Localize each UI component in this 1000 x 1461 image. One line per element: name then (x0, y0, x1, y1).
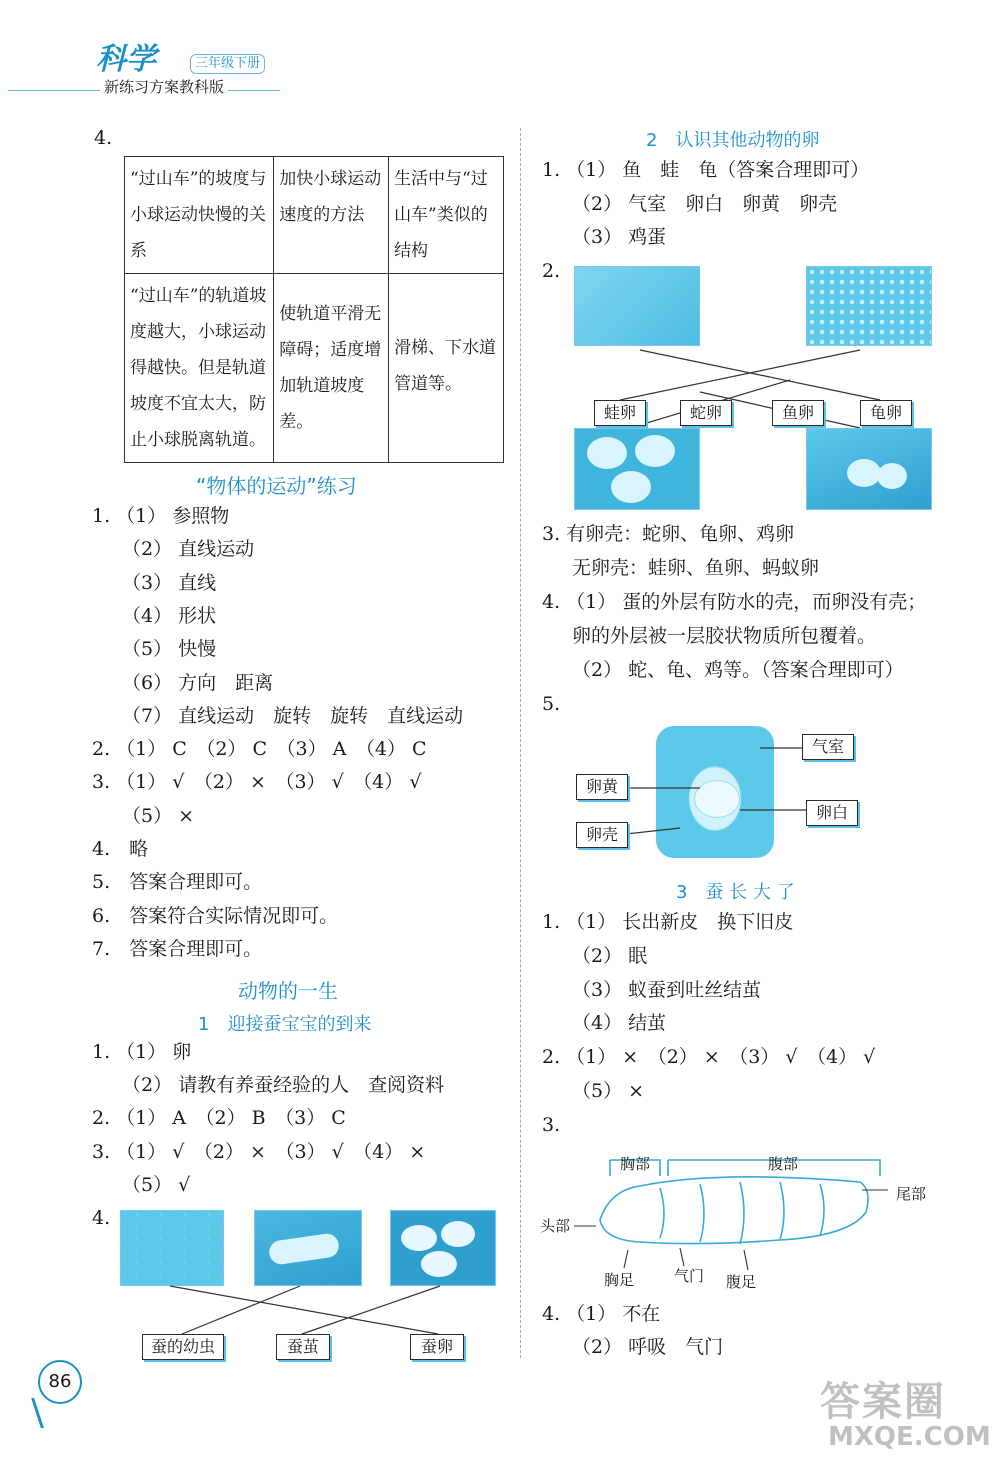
answer-line: （3） 蚁蚕到吐丝结茧 (572, 978, 762, 1001)
answer-line: 1. （1） 卵 (92, 1041, 192, 1063)
answer-line: （2） 呼吸 气门 (572, 1336, 724, 1358)
table-header-cell: 加快小球运动速度的方法 (274, 157, 389, 274)
answer-line: 3. （1） √ （2） × （3） √ （4） √ (92, 771, 422, 794)
answer-line: （5） × (122, 804, 195, 827)
label-egg-white: 卵白 (806, 800, 858, 826)
table-cell: “过山车”的轨道坡度越大，小球运动得越快。但是轨道坡度不宜太大，防止小球脱离轨道。 (125, 274, 274, 463)
table-cell: 使轨道平滑无障碍；适度增加轨道坡度差。 (274, 274, 389, 463)
label-silkworm-larva: 蚕的幼虫 (142, 1334, 224, 1360)
lesson2-title: 2 认识其他动物的卵 (646, 130, 820, 151)
label-snake-egg: 蛇卵 (680, 400, 732, 426)
answer-line: （3） 鸡蛋 (572, 226, 667, 248)
label-silkworm-egg: 蚕卵 (410, 1334, 464, 1360)
table-cell: 滑梯、下水道管道等。 (389, 274, 504, 463)
answer-line: 无卵壳：蛙卵、鱼卵、蚂蚁卵 (572, 557, 820, 579)
answer-line: 2. （1） × （2） × （3） √ （4） √ (542, 1046, 876, 1069)
header-logo: 科学 (96, 42, 156, 77)
left-q4-number: 4. (94, 127, 113, 149)
label-abdomen-feet: 腹足 (726, 1273, 757, 1291)
answer-line: 4. （1） 不在 (542, 1303, 661, 1325)
answer-line: （2） 请教有养蚕经验的人 查阅资料 (122, 1074, 445, 1097)
header-series: 新练习方案教科版 (100, 78, 228, 96)
answer-line: （3） 直线 (122, 571, 217, 594)
answer-line: 4. （1） 蛋的外层有防水的壳，而卵没有壳； (542, 591, 927, 613)
label-cocoon: 蚕茧 (276, 1334, 330, 1360)
lesson1-title: 1 迎接蚕宝宝的到来 (198, 1014, 372, 1035)
table-header-cell: 生活中与“过山车”类似的结构 (389, 157, 504, 274)
lesson3-title: 3 蚕 长 大 了 (676, 882, 795, 903)
label-tail: 尾部 (896, 1185, 927, 1203)
practice-title: “物体的运动”练习 (196, 474, 357, 498)
label-abdomen: 腹部 (768, 1155, 799, 1173)
answer-line: 卵的外层被一层胶状物质所包覆着。 (572, 625, 877, 647)
answer-line: 3. (542, 1113, 561, 1136)
answer-line: 2. (542, 259, 561, 282)
answer-line: （6） 方向 距离 (122, 671, 274, 694)
label-air-cell: 气室 (802, 734, 854, 760)
table-header-cell: “过山车”的坡度与小球运动快慢的关系 (125, 157, 274, 274)
answer-line: 3. 有卵壳：蛇卵、龟卵、鸡卵 (542, 523, 795, 545)
answer-line: 1. （1） 长出新皮 换下旧皮 (542, 911, 794, 933)
answer-line: （2） 眠 (572, 944, 648, 967)
watermark-url: MXQE.COM (828, 1422, 991, 1452)
label-head: 头部 (540, 1217, 571, 1235)
answer-line: 3. （1） √ （2） × （3） √ （4） × (92, 1140, 426, 1163)
answer-line: （4） 结茧 (572, 1012, 667, 1035)
label-frog-egg: 蛙卵 (594, 400, 646, 426)
answer-line: （4） 形状 (122, 604, 217, 627)
header-grade: 三年级下册 (190, 54, 265, 74)
answer-line: （5） √ (122, 1173, 191, 1196)
label-fish-egg: 鱼卵 (772, 400, 824, 426)
answer-line: 6. 答案符合实际情况即可。 (92, 904, 339, 927)
label-yolk: 卵黄 (576, 774, 628, 800)
label-chest: 胸部 (620, 1155, 651, 1173)
unit-title: 动物的一生 (238, 979, 338, 1003)
answer-line: 5. (542, 693, 561, 715)
answer-line: 1. （1） 参照物 (92, 505, 230, 527)
label-egg-shell: 卵壳 (576, 822, 628, 848)
answer-line: （5） 快慢 (122, 638, 217, 661)
answer-line: 5. 答案合理即可。 (92, 871, 263, 894)
answer-line: 7. 答案合理即可。 (92, 937, 263, 960)
answer-line: 1. （1） 鱼 蛙 龟（答案合理即可） (542, 159, 870, 181)
answer-line: 2. （1） C （2） C （3） A （4） C (92, 738, 427, 761)
answer-line: 4. (92, 1207, 111, 1229)
answer-line: （5） × (572, 1080, 645, 1102)
answer-line: 4. 略 (92, 838, 149, 860)
label-turtle-egg: 龟卵 (860, 400, 912, 426)
answer-line: 2. （1） A （2） B （3） C (92, 1107, 346, 1130)
watermark-text: 答案圈 (820, 1379, 946, 1425)
answer-line: （2） 蛇、龟、鸡等。（答案合理即可） (572, 659, 904, 681)
answer-line: （2） 直线运动 (122, 538, 255, 561)
page-number: 86 (38, 1360, 82, 1404)
label-spiracle: 气门 (674, 1267, 705, 1285)
label-chest-feet: 胸足 (604, 1271, 635, 1289)
answer-line: （2） 气室 卵白 卵黄 卵壳 (572, 192, 838, 215)
answer-line: （7） 直线运动 旋转 旋转 直线运动 (122, 704, 464, 727)
